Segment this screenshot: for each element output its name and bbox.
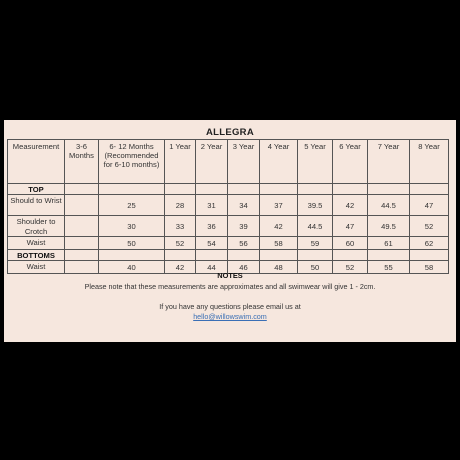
table-cell: 58 [260,237,298,250]
table-cell: 61 [368,237,410,250]
contact-email-link[interactable]: hello@willowswim.com [193,312,267,321]
notes-contact-text: If you have any questions please email us at [159,302,301,311]
table-cell: 62 [410,237,449,250]
table-cell: 46 [228,261,260,274]
table-cell: 39.5 [298,195,333,216]
header-row [8,140,449,184]
table-cell: 42 [333,195,368,216]
table-cell: 34 [228,195,260,216]
chart-title: ALLEGRA [205,127,254,138]
header-3-6-months: 3-6 Months [65,140,99,184]
table-cell: 52 [165,237,196,250]
table-cell: 44.5 [298,216,333,237]
header-1-year: 1 Year [165,140,196,184]
header-4-year: 4 Year [260,140,298,184]
section-label-top: TOP [8,184,65,195]
header-6-12-months: 6- 12 Months (Recommended for 6-10 months) [99,140,165,184]
row-label: Waist [8,261,65,274]
header-measurement: Measurement [8,140,65,184]
table-cell: 31 [196,195,228,216]
table-cell: 52 [333,261,368,274]
table-row [8,216,449,237]
table-cell: 50 [298,261,333,274]
table-cell: 30 [99,216,165,237]
table-cell: 52 [410,216,449,237]
table-cell: 47 [333,216,368,237]
table-cell: 60 [333,237,368,250]
table-cell: 36 [196,216,228,237]
table-cell: 44.5 [368,195,410,216]
table-cell: 58 [410,261,449,274]
table-cell: 42 [260,216,298,237]
row-label: Shoulder to Crotch [8,216,65,237]
section-row-top [8,184,449,195]
header-2-year: 2 Year [196,140,228,184]
table-cell: 42 [165,261,196,274]
size-chart-card [4,120,456,342]
header-8-year: 8 Year [410,140,449,184]
table-cell: 48 [260,261,298,274]
table-row [8,237,449,250]
notes-measurement-disclaimer: Please note that these measurements are approximates and all swimwear will give 1 - 2cm. [84,282,376,291]
table-cell: 56 [228,237,260,250]
table-cell: 37 [260,195,298,216]
header-6-year: 6 Year [333,140,368,184]
table-cell [65,216,99,237]
section-label-bottoms: BOTTOMS [8,250,65,261]
table-cell: 40 [99,261,165,274]
table-cell: 33 [165,216,196,237]
table-cell: 54 [196,237,228,250]
table-cell: 49.5 [368,216,410,237]
table-cell [65,237,99,250]
notes-heading: NOTES [217,271,243,280]
table-cell: 55 [368,261,410,274]
table-cell: 25 [99,195,165,216]
table-cell: 39 [228,216,260,237]
table-cell: 44 [196,261,228,274]
table-cell [65,195,99,216]
header-3-year: 3 Year [228,140,260,184]
size-table [7,139,449,274]
section-row-bottoms [8,250,449,261]
row-label: Waist [8,237,65,250]
table-row [8,195,449,216]
table-cell: 59 [298,237,333,250]
header-7-year: 7 Year [368,140,410,184]
table-cell: 47 [410,195,449,216]
row-label: Should to Wrist [8,195,65,216]
table-cell: 50 [99,237,165,250]
table-cell: 28 [165,195,196,216]
header-5-year: 5 Year [298,140,333,184]
